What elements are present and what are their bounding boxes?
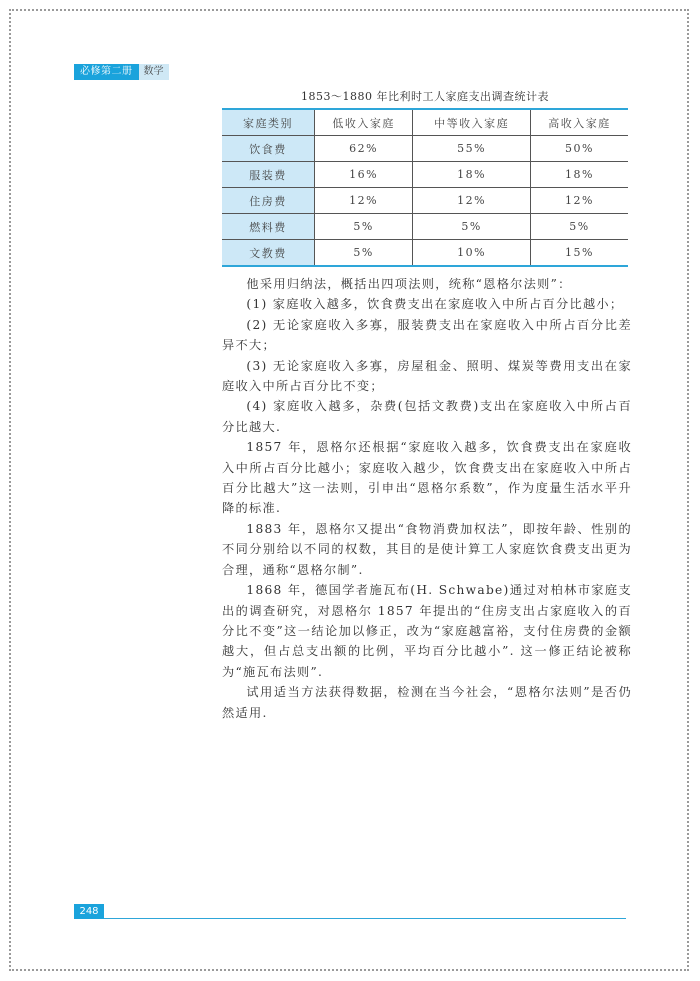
table-row: [222, 214, 628, 240]
table-cell: 5%: [413, 214, 531, 240]
body-text: [222, 274, 632, 723]
table-row: [222, 136, 628, 162]
paragraph-1857: 1857 年，恩格尔还根据“家庭收入越多，饮食费支出在家庭收入中所占百分比越小；家庭收入越少，饮食费支出在家庭收入中所占百分比越大”这一法则，引申出“恩格尔系数”，作为度量生活水平升降的标准.: [222, 440, 632, 516]
footer-rule: [104, 918, 626, 919]
paragraph-rule-3: (3) 无论家庭收入多寡，房屋租金、照明、煤炭等费用支出在家庭收入中所占百分比不变；: [222, 358, 632, 394]
column-header: 中等收入家庭: [413, 109, 531, 136]
book-tag: 必修第二册: [74, 64, 139, 80]
table-cell: 5%: [315, 214, 413, 240]
table-cell: 16%: [315, 162, 413, 188]
table-cell: 18%: [530, 162, 628, 188]
subject-tag: 数学: [139, 64, 169, 80]
page-number: 248: [74, 904, 104, 919]
row-label: 燃料费: [222, 214, 315, 240]
expenditure-table: [222, 108, 628, 267]
table-cell: 55%: [413, 136, 531, 162]
table-cell: 12%: [315, 188, 413, 214]
table-cell: 5%: [530, 214, 628, 240]
table-cell: 18%: [413, 162, 531, 188]
paragraph-rule-4: (4) 家庭收入越多，杂费(包括文教费)支出在家庭收入中所占百分比越大.: [222, 399, 632, 434]
column-header: 低收入家庭: [315, 109, 413, 136]
table-header-row: [222, 109, 628, 136]
paragraph-1883: 1883 年，恩格尔又提出“食物消费加权法”，即按年龄、性别的不同分别给以不同的权数，其目的是使计算工人家庭饮食费支出更为合理，通称“恩格尔制”.: [222, 521, 632, 577]
table-cell: 12%: [530, 188, 628, 214]
paragraph-rule-2: (2) 无论家庭收入多寡，服装费支出在家庭收入中所占百分比差异不大；: [222, 317, 632, 353]
table-cell: 10%: [413, 240, 531, 267]
paragraph-rule-1: (1) 家庭收入越多，饮食费支出在家庭收入中所占百分比越小；: [246, 297, 624, 312]
table-row: [222, 240, 628, 267]
table-title: 1853～1880 年比利时工人家庭支出调查统计表: [301, 90, 549, 103]
paragraph-exercise: 试用适当方法获得数据，检测在当今社会，“恩格尔法则”是否仍然适用.: [222, 685, 632, 720]
paragraph-1868: 1868 年，德国学者施瓦布(H. Schwabe)通过对柏林市家庭支出的调查研究，对恩格尔 1857 年提出的“住房支出占家庭收入的百分比不变”这一结论加以修正，改为“家庭越富裕，支付住房费的金额越大，但占总支出额的比例，平均百分比越小”. 这一修正结论被称为“施瓦布法则”.: [222, 583, 632, 679]
table-cell: 5%: [315, 240, 413, 267]
running-header: [74, 64, 169, 80]
row-label: 住房费: [222, 188, 315, 214]
row-label: 饮食费: [222, 136, 315, 162]
table-cell: 15%: [565, 246, 594, 259]
table-row: [222, 162, 628, 188]
column-header: 家庭类别: [222, 109, 315, 136]
table-cell: 62%: [315, 136, 413, 162]
paragraph-intro: 他采用归纳法，概括出四项法则，统称“恩格尔法则”：: [246, 277, 572, 291]
column-header: 高收入家庭: [530, 109, 628, 136]
row-label: 文教费: [222, 240, 315, 267]
table-cell: 12%: [413, 188, 531, 214]
row-label: 服装费: [222, 162, 315, 188]
table-row: [222, 188, 628, 214]
table-cell: 50%: [530, 136, 628, 162]
